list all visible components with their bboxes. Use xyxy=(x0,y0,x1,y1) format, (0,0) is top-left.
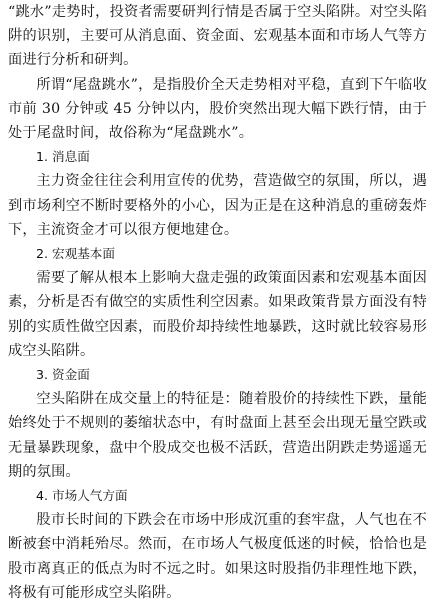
body-paragraph: “跳水”走势时，投资者需要研判行情是否属于空头陷阱。对空头陷阱的识别，主要可从消息面、资金面、宏观基本面和市场人气等方面进行分析和研判。 xyxy=(8,4,427,69)
section-heading: 1. 消息面 xyxy=(36,149,90,165)
section-heading: 4. 市场人气方面 xyxy=(36,488,128,504)
section-paragraph: 需要了解从根本上影响大盘走强的政策面因素和宏观基本面因素，分析是否有做空的实质性利空因素。如果政策背景方面没有特别的实质性做空因素，而股价却持续性地暴跌，这时就比较容易形成空头陷阱。 xyxy=(8,270,427,359)
section-heading: 2. 宏观基本面 xyxy=(36,246,115,262)
section-paragraph: 股市长时间的下跌会在市场中形成沉重的套牢盘，人气也在不断被套中消耗殆尽。然而，在市场人气极度低迷的时候，恰恰也是股市离真正的低点为时不远之时。如果这时股指仍非理性地下跌，将极有可能形成空头陷阱。 xyxy=(8,512,427,601)
section-paragraph: 主力资金往往会利用宣传的优势，营造做空的氛围，所以，遇到市场利空不断时要格外的小心，因为正是在这种消息的重磅轰炸下，主流资金才可以很方便地建仓。 xyxy=(8,173,427,238)
body-paragraph: 所谓“尾盘跳水”，是指股价全天走势相对平稳，直到下午临收市前 30 分钟或 45 分钟以内，股价突然出现大幅下跌行情，由于处于尾盘时间，故俗称为“尾盘跳水”。 xyxy=(8,76,427,142)
section-heading: 3. 资金面 xyxy=(36,367,90,383)
section-paragraph: 空头陷阱在成交量上的特征是：随着股价的持续性下跌，量能始终处于不规则的萎缩状态中，有时盘面上甚至会出现无量空跌或无量暴跌现象，盘中个股成交也极不活跃，营造出阴跌走势遥遥无期的氛围。 xyxy=(8,391,427,480)
